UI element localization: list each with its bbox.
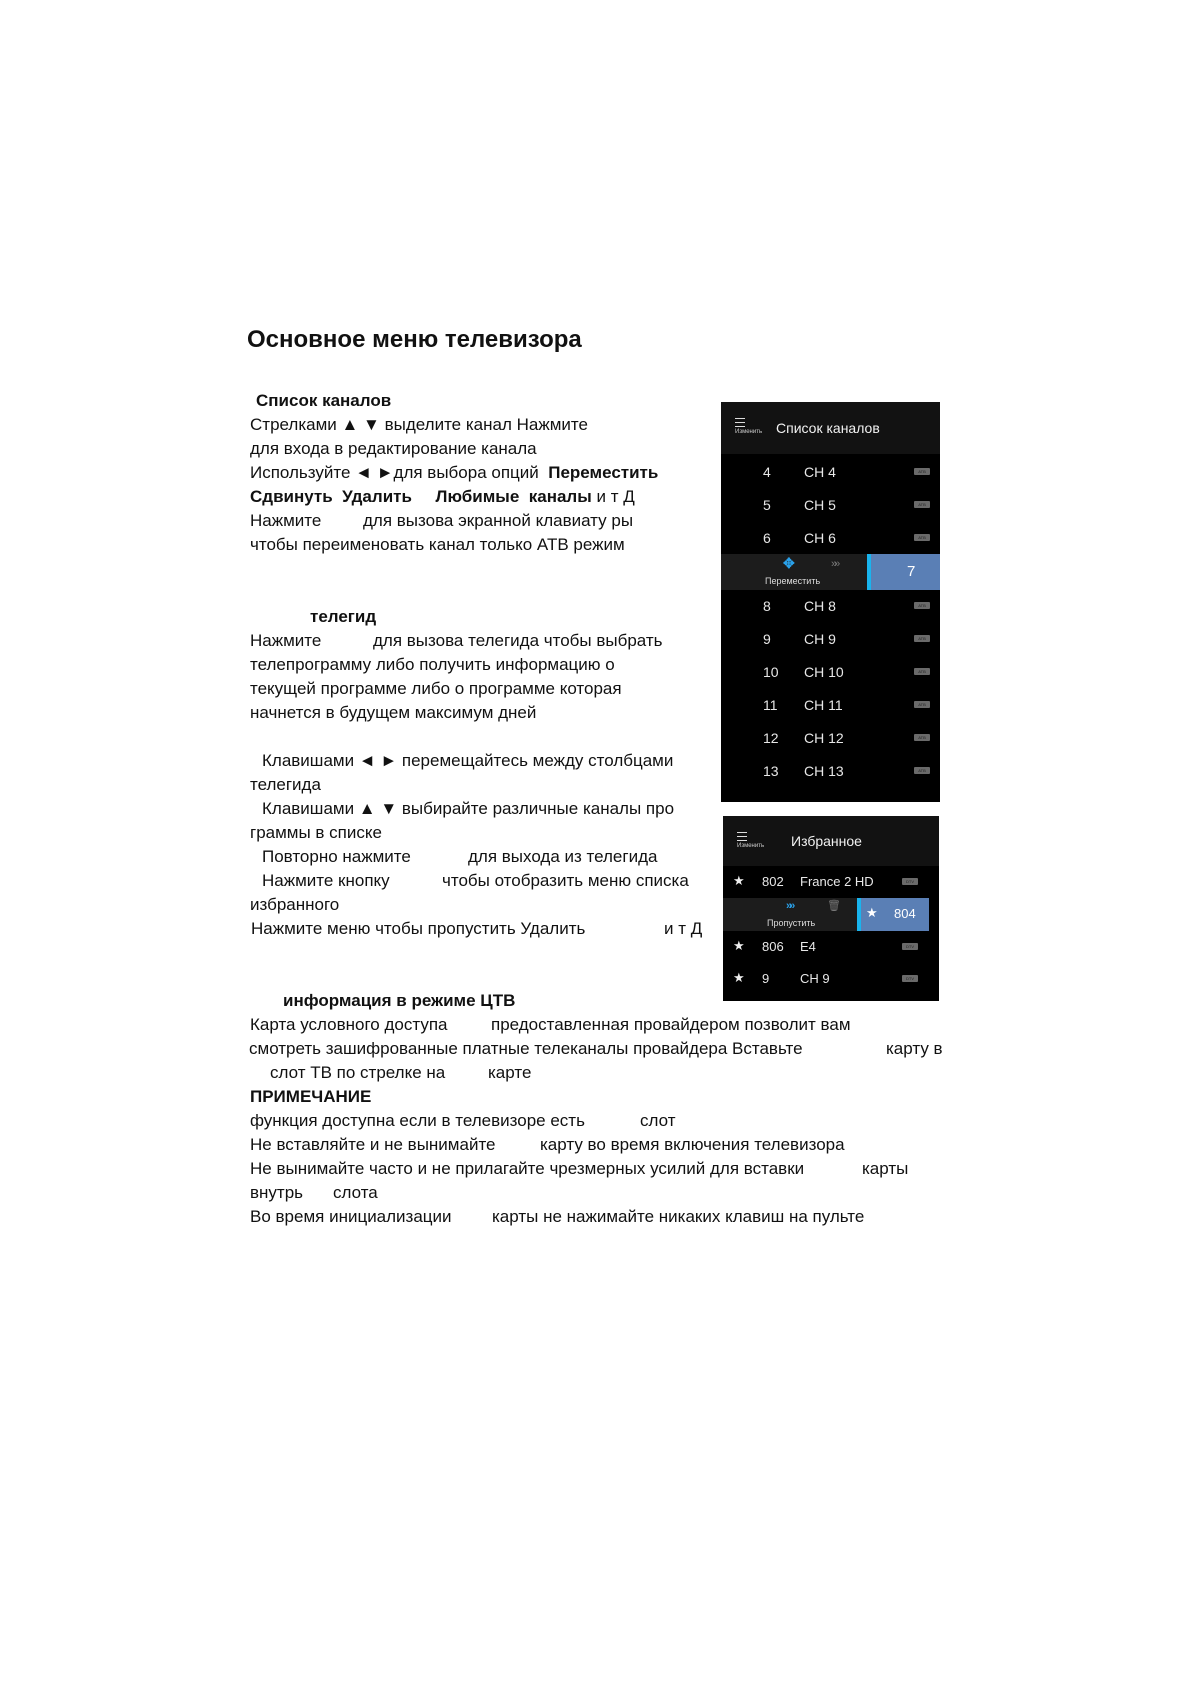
channel-row[interactable] <box>721 755 940 788</box>
channel-name: CH 10 <box>804 664 844 680</box>
channel-name: E4 <box>800 939 816 954</box>
channel-name: CH 8 <box>804 598 836 614</box>
panel-header <box>723 816 939 866</box>
epg-line: избранного <box>250 895 340 914</box>
epg-line: Нажмите меню чтобы пропустить Удалить <box>251 919 586 938</box>
selected-channel-number: 7 <box>907 563 916 580</box>
note-line: карты не нажимайте никаких клавиш на пульте <box>492 1207 865 1226</box>
atv-tag: АТВ <box>914 602 930 609</box>
epg-line: телепрограмму либо получить информацию о <box>250 655 615 674</box>
note-line: карты <box>862 1159 909 1178</box>
note-heading: ПРИМЕЧАНИЕ <box>250 1087 372 1106</box>
option-channels-text: каналы <box>528 487 592 506</box>
option-move-text: Переместить <box>548 463 659 482</box>
note-line: Во время инициализации <box>250 1207 452 1226</box>
text-span: и т Д <box>596 487 635 506</box>
channel-number: 10 <box>763 664 779 680</box>
epg-line: Клавишами ▲ ▼ выбирайте различные каналы про <box>262 799 675 818</box>
channel-row[interactable] <box>721 689 940 722</box>
option-label: Переместить <box>765 576 821 586</box>
channel-list-line <box>250 462 658 484</box>
channel-row[interactable] <box>721 456 940 489</box>
option-favorite-text: Любимые <box>435 487 520 506</box>
channel-list-line: чтобы переименовать канал только АТВ режим <box>250 535 625 554</box>
move-icon[interactable]: ✥ <box>783 555 795 571</box>
option-label: Пропустить <box>767 918 816 928</box>
channel-row[interactable] <box>721 522 940 555</box>
channel-number: 802 <box>762 874 784 889</box>
epg-line: телегида <box>250 775 321 794</box>
trash-icon[interactable]: 🗑 <box>827 900 841 912</box>
channel-row[interactable] <box>721 656 940 689</box>
selected-channel[interactable] <box>867 554 940 590</box>
note-line: функция доступна если в телевизоре есть <box>250 1111 585 1130</box>
favorite-row[interactable] <box>723 866 939 898</box>
atv-tag: АТВ <box>914 701 930 708</box>
menu-caption: Изменить <box>735 429 763 435</box>
note-line: внутрь <box>250 1183 304 1202</box>
selected-channel-number: 804 <box>894 906 916 921</box>
epg-line: начнется в будущем максимум дней <box>250 703 537 722</box>
epg-line: для вызова телегида чтобы выбрать <box>373 631 663 650</box>
option-bar <box>723 898 857 931</box>
note-line: Не вынимайте часто и не прилагайте чрезмерных усилий для вставки <box>250 1159 805 1178</box>
note-line: карту во время включения телевизора <box>540 1135 845 1154</box>
epg-line: граммы в списке <box>250 823 382 842</box>
epg-line: чтобы отобразить меню списка <box>442 871 689 890</box>
channel-number: 9 <box>762 971 770 986</box>
ci-line: смотреть зашифрованные платные телеканалы провайдера Вставьте <box>249 1039 803 1058</box>
channel-number: 13 <box>763 763 779 779</box>
skip-icon[interactable]: »» <box>831 558 838 570</box>
channel-list-line: для вызова экранной клавиату ры <box>363 511 634 530</box>
ci-line: карте <box>488 1063 532 1082</box>
epg-line: и т Д <box>664 919 703 938</box>
ci-line: Карта условного доступа <box>250 1015 448 1034</box>
menu-edit-icon[interactable] <box>737 832 765 849</box>
atv-tag: АТВ <box>914 501 930 508</box>
text-span: Используйте ◄ ►для выбора опций <box>250 463 539 482</box>
epg-line: Клавишами ◄ ► перемещайтесь между столбцами <box>262 751 674 770</box>
epg-line: Повторно нажмите <box>262 847 411 866</box>
star-icon: ★ <box>733 938 745 953</box>
channel-name: France 2 HD <box>800 874 874 889</box>
note-line: Не вставляйте и не вынимайте <box>250 1135 496 1154</box>
star-icon: ★ <box>733 970 745 985</box>
channel-number: 806 <box>762 939 784 954</box>
panel-title: Избранное <box>791 833 862 849</box>
atv-tag: АТВ <box>914 668 930 675</box>
channel-number: 8 <box>763 598 771 614</box>
page-title: Основное меню телевизора <box>247 326 582 353</box>
menu-edit-icon[interactable] <box>735 418 763 435</box>
favorite-row[interactable] <box>723 931 939 963</box>
channel-list-line: для входа в редактирование канала <box>250 439 537 458</box>
channel-list-line <box>250 486 635 508</box>
dtv-tag: DTV <box>902 878 918 885</box>
epg-line: Нажмите <box>250 631 322 650</box>
ci-heading: информация в режиме ЦТВ <box>283 991 516 1010</box>
channel-list-line: Стрелками ▲ ▼ выделите канал Нажмите <box>250 415 588 434</box>
epg-line: Нажмите кнопку <box>262 871 390 890</box>
atv-tag: АТВ <box>914 767 930 774</box>
note-line: слот <box>640 1111 676 1130</box>
option-shift-text: Сдвинуть <box>250 487 333 506</box>
channel-number: 11 <box>763 697 778 713</box>
ci-line: слот ТВ по стрелке на <box>270 1063 446 1082</box>
channel-name: CH 9 <box>800 971 830 986</box>
channel-list-line: Нажмите <box>250 511 322 530</box>
option-delete-text: Удалить <box>342 487 412 506</box>
channel-row[interactable] <box>721 722 940 755</box>
atv-tag: АТВ <box>914 468 930 475</box>
atv-tag: АТВ <box>914 635 930 642</box>
epg-line: для выхода из телегида <box>468 847 658 866</box>
channel-number: 12 <box>763 730 779 746</box>
channel-name: CH 13 <box>804 763 844 779</box>
channel-name: CH 11 <box>804 697 843 713</box>
channel-number: 5 <box>763 497 771 513</box>
channel-list-panel <box>721 402 940 802</box>
channel-name: CH 6 <box>804 530 836 546</box>
favorite-row[interactable] <box>723 963 939 995</box>
panel-header <box>721 402 940 454</box>
channel-number: 6 <box>763 530 771 546</box>
channel-name: CH 5 <box>804 497 836 513</box>
favorites-panel <box>723 816 939 1001</box>
channel-name: CH 9 <box>804 631 836 647</box>
channel-row[interactable] <box>721 623 940 656</box>
channel-row[interactable] <box>721 590 940 623</box>
epg-heading: телегид <box>310 607 377 626</box>
skip-icon[interactable]: »» <box>786 900 793 912</box>
star-icon: ★ <box>866 905 878 920</box>
star-icon: ★ <box>733 873 745 888</box>
panel-title: Список каналов <box>776 420 880 436</box>
channel-number: 9 <box>763 631 771 647</box>
note-line: слота <box>333 1183 378 1202</box>
dtv-tag: DTV <box>902 943 918 950</box>
channel-name: CH 4 <box>804 464 836 480</box>
channel-row[interactable] <box>721 489 940 522</box>
atv-tag: АТВ <box>914 534 930 541</box>
channel-list-heading: Список каналов <box>256 391 392 410</box>
option-bar <box>721 554 867 590</box>
ci-line: карту в <box>886 1039 943 1058</box>
ci-line: предоставленная провайдером позволит вам <box>491 1015 851 1034</box>
epg-line: текущей программе либо о программе которая <box>250 679 622 698</box>
channel-number: 4 <box>763 464 771 480</box>
channel-name: CH 12 <box>804 730 844 746</box>
menu-caption: Изменить <box>737 843 765 849</box>
atv-tag: АТВ <box>914 734 930 741</box>
selected-channel[interactable] <box>857 898 929 931</box>
dtv-tag: DTV <box>902 975 918 982</box>
